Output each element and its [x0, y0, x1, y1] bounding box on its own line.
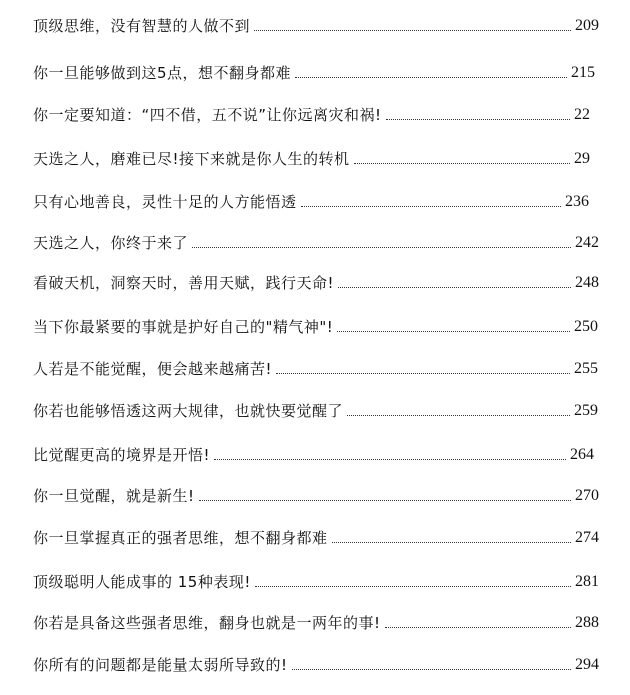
toc-entry-title: 你一旦能够做到这5点，想不翻身都难	[33, 64, 292, 82]
toc-entry-title: 你一旦掌握真正的强者思维，想不翻身都难	[33, 529, 328, 547]
toc-entry[interactable]	[33, 311, 598, 337]
toc-entry[interactable]	[33, 186, 589, 212]
toc-entry-page: 250	[574, 318, 598, 335]
toc-entry-page: 236	[565, 193, 589, 210]
toc-entry-title: 看破天机，洞察天时，善用天赋，践行天命!	[33, 274, 335, 292]
toc-entry[interactable]	[33, 439, 594, 465]
toc-entry-page: 288	[575, 614, 599, 631]
toc-entry[interactable]	[33, 99, 590, 125]
toc-entry-title: 顶级思维，没有智慧的人做不到	[33, 17, 251, 35]
toc-entry-title: 天选之人，磨难已尽!接下来就是你人生的转机	[33, 150, 350, 168]
toc-entry[interactable]	[33, 227, 599, 253]
toc-entry-page: 264	[570, 446, 594, 463]
toc-entry[interactable]	[33, 395, 598, 421]
toc-entry-title: 你所有的问题都是能量太弱所导致的!	[33, 656, 288, 674]
toc-entry-title: 你若也能够悟透这两大规律，也就快要觉醒了	[33, 402, 344, 420]
dot-leader	[354, 163, 570, 164]
dot-leader	[192, 247, 571, 248]
toc-entry-title: 你一定要知道：“四不借，五不说”让你远离灾和祸!	[33, 106, 382, 124]
toc-entry-page: 259	[574, 402, 598, 419]
toc-entry[interactable]	[33, 353, 598, 379]
toc-entry-page: 274	[575, 529, 599, 546]
toc-entry-title: 你一旦觉醒，就是新生!	[33, 487, 195, 505]
toc-entry[interactable]	[33, 607, 599, 633]
toc-entry-page: 209	[575, 17, 599, 34]
toc-entry-title: 顶级聪明人能成事的 15种表现!	[33, 573, 251, 591]
dot-leader	[276, 373, 570, 374]
toc-entry[interactable]	[33, 649, 599, 675]
toc-entry[interactable]	[33, 10, 599, 36]
dot-leader	[254, 30, 571, 31]
toc-entry-page: 215	[571, 64, 595, 81]
toc-entry[interactable]	[33, 267, 599, 293]
toc-entry-title: 天选之人，你终于来了	[33, 234, 189, 252]
dot-leader	[214, 459, 566, 460]
toc-entry[interactable]	[33, 522, 599, 548]
toc-entry-page: 255	[574, 360, 598, 377]
toc-entry-page: 248	[575, 274, 599, 291]
dot-leader	[338, 287, 571, 288]
toc-entry[interactable]	[33, 480, 599, 506]
toc-entry[interactable]	[33, 57, 595, 83]
toc-entry[interactable]	[33, 566, 599, 592]
toc-entry-page: 270	[575, 487, 599, 504]
toc-entry-page: 29	[574, 150, 590, 167]
toc-entry-title: 只有心地善良，灵性十足的人方能悟透	[33, 193, 297, 211]
toc-entry-title: 比觉醒更高的境界是开悟!	[33, 446, 211, 464]
dot-leader	[385, 627, 571, 628]
dot-leader	[255, 586, 571, 587]
toc-entry-page: 281	[575, 573, 599, 590]
dot-leader	[292, 669, 571, 670]
toc-entry-title: 你若是具备这些强者思维，翻身也就是一两年的事!	[33, 614, 381, 632]
toc-entry-page: 22	[574, 106, 590, 123]
toc-entry-page: 294	[575, 656, 599, 673]
toc-entry-title: 人若是不能觉醒，便会越来越痛苦!	[33, 360, 273, 378]
dot-leader	[295, 77, 567, 78]
dot-leader	[301, 206, 561, 207]
dot-leader	[199, 500, 571, 501]
dot-leader	[337, 331, 570, 332]
dot-leader	[386, 119, 570, 120]
toc-entry-title: 当下你最紧要的事就是护好自己的"精气神"!	[33, 318, 334, 336]
dot-leader	[332, 542, 571, 543]
toc-entry[interactable]	[33, 143, 590, 169]
toc-entry-page: 242	[575, 234, 599, 251]
dot-leader	[347, 415, 570, 416]
